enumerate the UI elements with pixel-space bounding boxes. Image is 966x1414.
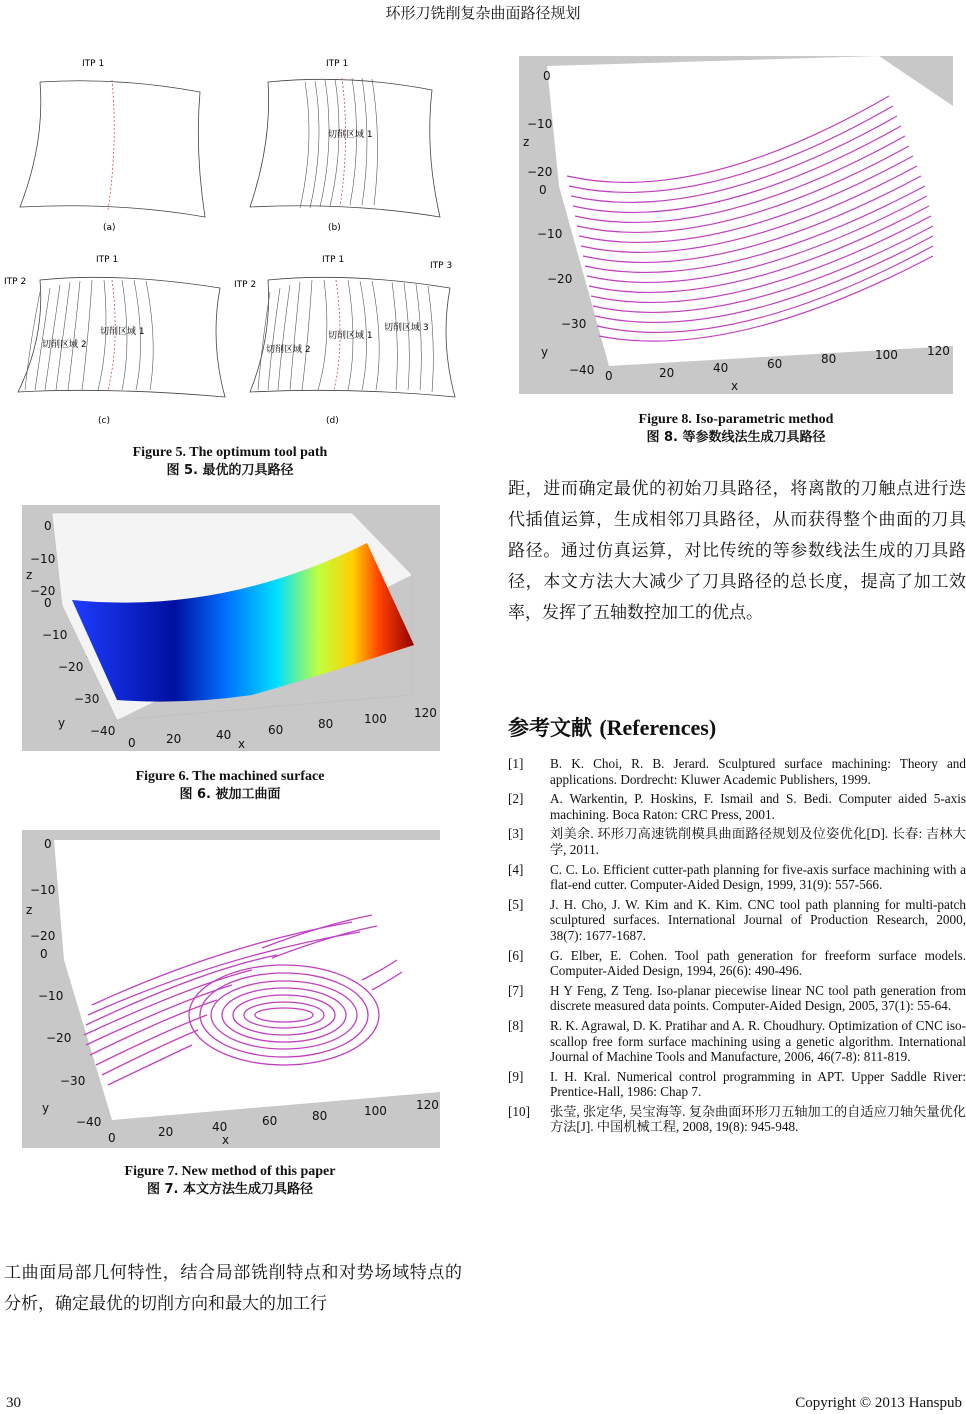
fig8-ztick-0: 0 [543, 69, 551, 83]
reference-item [508, 983, 966, 1014]
left-column-text: 工曲面局部几何特性，结合局部铣削特点和对势场域特点的分析，确定最优的切削方向和最大的加工行 [4, 1263, 462, 1314]
fig7-ytick-4: −40 [76, 1115, 102, 1129]
reference-item [508, 897, 966, 944]
fig6-caption [0, 768, 460, 804]
fig7-xlabel: x [222, 1133, 230, 1147]
fig6-ytick-3: −30 [74, 692, 100, 706]
fig7-caption [0, 1163, 460, 1199]
fig6-xtick-6: 120 [414, 706, 437, 720]
fig7-ztick-0: 0 [44, 837, 52, 851]
fig8-xtick-1: 20 [659, 366, 675, 380]
fig5-sub-b: (b) [328, 223, 341, 233]
reference-text: J. H. Cho, J. W. Kim and K. Kim. CNC tool path planning for multi-patch sculptured surfaces. International Journal of Production Research, 2000, 38(7): 1677-1687. [550, 896, 966, 943]
reference-number: [6] [508, 947, 524, 963]
fig5b-itp1: ITP 1 [326, 59, 349, 69]
reference-item [508, 1069, 966, 1100]
fig6-xtick-3: 60 [268, 723, 284, 737]
reference-item [508, 862, 966, 893]
reference-number: [1] [508, 756, 524, 771]
fig6-xtick-0: 0 [128, 736, 136, 750]
fig6-ytick-2: −20 [58, 660, 84, 674]
fig5d-itp3: ITP 3 [430, 261, 453, 271]
reference-number: [5] [508, 896, 524, 912]
reference-number: [9] [508, 1068, 524, 1084]
fig6-ztick-2: −20 [30, 584, 56, 598]
fig8-caption-zh: 图 8. 等参数线法生成刀具路径 [646, 430, 826, 445]
figure-6 [22, 505, 440, 751]
fig8-ylabel: y [541, 345, 549, 359]
figure-7 [22, 830, 440, 1148]
right-column-text: 距，进而确定最优的初始刀具路径，将离散的刀触点进行迭代插值运算，生成相邻刀具路径，从而获得整个曲面的刀具路径。通过仿真运算，对比传统的等参数线法生成的刀具路径，本文方法大大减少了刀具路径的总长度，提高了加工效率，发挥了五轴数控加工的优点。 [508, 479, 966, 623]
fig5-caption-en: Figure 5. The optimum tool path [132, 445, 328, 460]
fig7-xtick-6: 120 [416, 1098, 439, 1112]
reference-text: A. Warkentin, P. Hoskins, F. Ismail and S. Bedi. Computer aided 5-axis machining. Boca Raton: CRC Press, 2001. [550, 791, 966, 822]
fig8-zlabel: z [523, 135, 530, 149]
fig7-xtick-0: 0 [108, 1131, 116, 1145]
fig6-xtick-4: 80 [318, 717, 334, 731]
fig8-ytick-2: −20 [547, 272, 573, 286]
reference-text: R. K. Agrawal, D. K. Pratihar and A. R. Choudhury. Optimization of CNC iso-scallop free form surface machining using a genetic algorithm. International Journal of Machine Tools and Manufacture, 2006, 46(7-8): 811-819. [550, 1017, 966, 1065]
fig5c-itp1: ITP 1 [96, 255, 119, 265]
fig8-ytick-1: −10 [537, 227, 563, 241]
reference-number: [8] [508, 1017, 524, 1033]
fig8-xlabel: x [731, 379, 739, 393]
fig5-sub-a: (a) [103, 223, 116, 233]
fig7-xtick-3: 60 [262, 1114, 278, 1128]
fig7-ztick-2: −20 [30, 929, 56, 943]
fig6-xtick-2: 40 [216, 728, 232, 742]
reference-text: G. Elber, E. Cohen. Tool path generation for freeform surface models. Computer-Aided Design, 1994, 26(6): 490-496. [550, 947, 966, 979]
fig8-xtick-5: 100 [875, 348, 898, 362]
fig7-xtick-4: 80 [312, 1109, 328, 1123]
fig8-ztick-1: −10 [527, 117, 553, 131]
fig8-xtick-2: 40 [713, 361, 729, 375]
fig5d-zone2: 切削区域 2 [266, 345, 311, 355]
fig5-caption-zh: 图 5. 最优的刀具路径 [166, 463, 294, 478]
reference-text: 张莹, 张定华, 吴宝海等. 复杂曲面环形刀五轴加工的自适应刀轴矢量优化方法[J]. 中国机械工程, 2008, 19(8): 945-948. [550, 1103, 966, 1135]
running-head: 环形刀铣削复杂曲面路径规划 [385, 4, 581, 22]
fig7-xtick-2: 40 [212, 1120, 228, 1134]
fig7-xtick-1: 20 [158, 1125, 174, 1139]
fig6-xtick-5: 100 [364, 712, 387, 726]
fig7-caption-zh: 图 7. 本文方法生成刀具路径 [146, 1182, 314, 1197]
fig8-ytick-0: 0 [539, 183, 547, 197]
fig6-xtick-1: 20 [166, 732, 182, 746]
reference-number: [4] [508, 861, 524, 877]
fig6-ytick-4: −40 [90, 724, 116, 738]
fig7-ztick-1: −10 [30, 883, 56, 897]
fig6-ylabel: y [58, 716, 66, 730]
fig6-zlabel: z [26, 568, 33, 582]
reference-text: B. K. Choi, R. B. Jerard. Sculptured surface machining: Theory and applications. Dordrecht: Kluwer Academic Publishers, 1999. [550, 756, 966, 787]
fig7-xtick-5: 100 [364, 1104, 387, 1118]
reference-text: 刘美余. 环形刀高速铣削模具曲面路径规划及位姿优化[D]. 长春: 吉林大学, 2011. [550, 826, 966, 857]
references-heading-zh: 参考文献 [508, 716, 592, 740]
reference-list [508, 756, 966, 1139]
fig5a-itp1: ITP 1 [82, 59, 105, 69]
reference-item [508, 791, 966, 822]
fig8-ytick-3: −30 [561, 317, 587, 331]
fig5d-itp1: ITP 1 [322, 255, 345, 265]
fig7-zlabel: z [26, 903, 33, 917]
fig8-caption-en: Figure 8. Iso-parametric method [638, 412, 834, 427]
fig7-ytick-0: 0 [40, 947, 48, 961]
fig7-caption-en: Figure 7. New method of this paper [124, 1164, 336, 1179]
fig5-panel-a [20, 59, 205, 233]
reference-number: [2] [508, 791, 524, 807]
fig6-ytick-1: −10 [42, 628, 68, 642]
fig6-caption-en: Figure 6. The machined surface [135, 769, 325, 784]
figure-5 [0, 52, 470, 432]
fig7-ytick-2: −20 [46, 1031, 72, 1045]
fig8-caption [506, 411, 966, 447]
reference-item [508, 826, 966, 857]
fig8-xtick-4: 80 [821, 352, 837, 366]
fig5c-zone2: 切削区域 2 [42, 340, 87, 350]
references-heading-en: (References) [599, 715, 717, 740]
reference-item [508, 756, 966, 787]
fig8-ytick-4: −40 [569, 363, 595, 377]
fig5b-zone1: 切削区域 1 [328, 130, 373, 140]
fig5d-zone1: 切削区域 1 [328, 331, 373, 341]
reference-number: [7] [508, 982, 524, 998]
fig5-panel-b [250, 59, 440, 233]
fig5-sub-c: (c) [98, 416, 110, 426]
fig6-ztick-1: −10 [30, 552, 56, 566]
fig8-xtick-3: 60 [767, 357, 783, 371]
reference-item [508, 1018, 966, 1065]
fig6-xlabel: x [238, 737, 246, 751]
fig5-sub-d: (d) [326, 416, 339, 426]
reference-item [508, 948, 966, 979]
fig7-ytick-3: −30 [60, 1074, 86, 1088]
fig7-ytick-1: −10 [38, 989, 64, 1003]
fig5-panel-d [234, 255, 455, 426]
reference-item [508, 1104, 966, 1135]
fig6-ytick-0: 0 [44, 596, 52, 610]
reference-text: I. H. Kral. Numerical control programming in APT. Upper Saddle River: Prentice-Hall, 1986: Chap 7. [550, 1068, 966, 1100]
fig5c-itp2: ITP 2 [4, 277, 27, 287]
fig8-xtick-6: 120 [927, 344, 950, 358]
fig6-ztick-0: 0 [44, 519, 52, 533]
fig5c-zone1: 切削区域 1 [100, 327, 145, 337]
fig5-panel-c [4, 255, 225, 426]
fig8-xtick-0: 0 [605, 369, 613, 383]
references-heading [508, 712, 716, 742]
fig7-ylabel: y [42, 1101, 50, 1115]
reference-text: H Y Feng, Z Teng. Iso-planar piecewise linear NC tool path generation from discrete measured data points. Computer-Aided Design, 2005, 37(1): 55-64. [550, 982, 966, 1014]
figure-8 [519, 56, 953, 394]
fig6-caption-zh: 图 6. 被加工曲面 [179, 787, 281, 802]
page-number: 30 [6, 1395, 21, 1411]
fig5d-zone3: 切削区域 3 [384, 323, 429, 333]
copyright: Copyright © 2013 Hanspub [795, 1395, 962, 1411]
reference-number: [10] [508, 1103, 530, 1119]
fig8-ztick-2: −20 [527, 165, 553, 179]
fig5-caption [0, 444, 460, 480]
fig5d-itp2: ITP 2 [234, 280, 257, 290]
reference-text: C. C. Lo. Efficient cutter-path planning for five-axis surface machining with a flat-end cutter. Computer-Aided Design, 1999, 31(9): 557-566. [550, 861, 966, 893]
reference-number: [3] [508, 826, 524, 842]
